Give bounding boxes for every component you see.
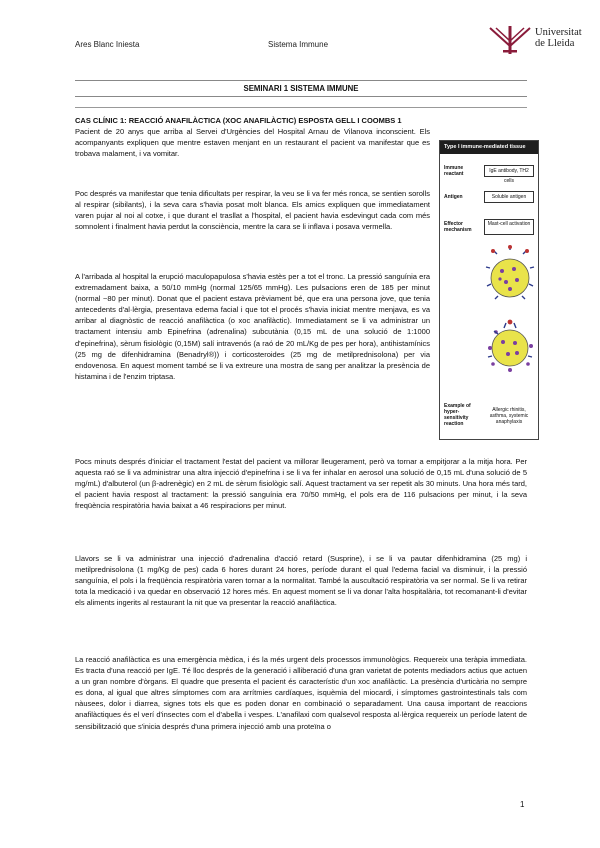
figure-heading: Type I immune-mediated tissue damage bbox=[440, 141, 538, 154]
paragraph-3: A l'arribada al hospital la erupció maculopapulosa s'havia estès per a tot el tronc. La pressió sanguínia era extremadament baixa, a 50/10 mmHg (normal 125/65 mmHg). Les pulsacions eren de 185 per minut (normal ~80 per minut). Donat que el pacient estava prèviament bé, que era una persona jove, que tenia antecedents d'al·lèrgia, presentava edema facial i que tot el procés s'havia iniciat mentre menjava, es va arribar al diagnòstic de reacció anafilàctica (o xoc anafilàctic). Immediatament se li va administrar un tractament intensiu amb Epinefrina (adrenalina) subcutània (0,15 mL de una solució de 1:1000 d'epinefrina), sèrum fisiològic (0,15M) salí intravenós (a raó de 20 mL/Kg de pes per hora), antihistamínics (25 mg de difenhidramina (Benadryl®)) i corticosteroides (25 mg de metilprednisolona) per via endovenosa. En aquest moment també se li va extreure una mostra de sang per analitzar la presència de histamina i de l'enzim triptasa. bbox=[75, 272, 430, 381]
figure-cell: IgE antibody, TH2 cells bbox=[484, 165, 534, 177]
figure-label: Immune reactant bbox=[444, 165, 464, 177]
university-line-2: de Lleida bbox=[535, 38, 575, 49]
page-number: 1 bbox=[520, 800, 525, 809]
case-title: CAS CLÍNIC 1: REACCIÓ ANAFILÀCTICA (XOC ANAFILÀCTIC) ESPOSTA GELL I COOMBS 1 bbox=[75, 116, 402, 125]
paragraph-4: Pocs minuts després d'iniciar el tractament l'estat del pacient va millorar lleugerament, però va tornar a empitjorar a la mitja hora. Per aquesta raó se li va administrar una altra injecció d'epinefrina i se li va fer inhalar en aerosol una solució de 0,15 mL d'una solució de 5 mg/mL) d'albuterol (un β-adrenègic) en 2 mL de sèrum fisiològic salí. Aquest tractament va ser repetit als 30 minuts. Una hora més tard, el pacient havia respost al tractament: la pressió sanguínia era 70/50 mmHg, el pols era de 116 pulsacions per minut, i la seva freqüència respiratòria havia baixat a 46 respiracions per minut. bbox=[75, 457, 527, 511]
mast-cell-icon bbox=[486, 245, 534, 299]
immune-damage-figure bbox=[439, 140, 539, 440]
university-line-1: Universitat bbox=[535, 27, 582, 38]
mast-cell-activation-illustration bbox=[484, 244, 536, 388]
figure-label: Example of hyper-sensitivity reaction bbox=[444, 403, 471, 427]
paragraph-1-block bbox=[75, 115, 430, 159]
university-name bbox=[535, 27, 582, 49]
degranulating-mast-cell-icon bbox=[488, 320, 533, 372]
title-divider bbox=[75, 107, 527, 108]
university-emblem-icon bbox=[488, 24, 532, 56]
figure-label: Effector mechanism bbox=[444, 221, 472, 233]
paragraph-2: Poc després va manifestar que tenia dificultats per respirar, la veu se li va fer més ronca, se sentien sorolls al respirar (sibilants), i la seva cara s'havia posat molt blanca. Els amics expliquen que immediatament varen pujar al noi al cotxe, i que durant el trasllat a l'hospital, el pacient havia esdevingut cada com més somnolent i finalment havia perdut la consciència, mentre la cara se li inflava i posava vermella. bbox=[75, 189, 430, 232]
author-name: Ares Blanc Iniesta bbox=[75, 40, 140, 49]
figure-label: Antigen bbox=[444, 194, 463, 200]
document-title: SEMINARI 1 SISTEMA IMMUNE bbox=[75, 80, 527, 97]
figure-cell: Allergic rhinitis, asthma, systemic anaphylaxis bbox=[484, 405, 534, 429]
header-subject: Sistema Immune bbox=[268, 40, 329, 49]
figure-cell: Mast-cell activation bbox=[484, 219, 534, 235]
paragraph-6: La reacció anafilàctica es una emergència mèdica, i és la més urgent dels processos immunològics. Requereix una teràpia immediata. Es tracta d'una reacció per IgE. Té lloc després de la generació i alliberació d'una gran varietat de potents mediadors actius que actuen a un gran nombre d'òrgans. El quadre que presenta el pacient és característic d'un xoc anafilàctic. La presència d'urticària no sempre es dona, al igual que altres símptomes com ara arrítmies cardíaques, isquèmia del miocardi, i símptomes gastrointestinals tals com nàusees, dolor i diarrea, signes tots els que es poden donar en combinació o separadament. Una causa important de reaccions anafilàctiques és el verí d'insectes com el d'abella i vespes. L'anafilaxi com qualsevol resposta al·lèrgica requereix un període latent de sensibilització que s'inicia després d'una primera injecció amb una proteïna o bbox=[75, 655, 527, 731]
paragraph-1: Pacient de 20 anys que arriba al Servei d'Urgències del Hospital Arnau de Vilanova inconscient. Els acompanyants expliquen que mentre estaven menjant en un restaurant el pacient va manifestar que es trobava malament, i va vomitar. bbox=[75, 127, 430, 159]
figure-cell: Soluble antigen bbox=[484, 191, 534, 203]
paragraph-5: Llavors se li va administrar una injecció d'adrenalina d'acció retard (Susprine), i se li va pautar difenhidramina (25 mg) i metilprednisolona (1 mg/Kg de pes) cada 6 hores durant 24 hores, període durant el qual l'edema facial va disminuir, i la pressió sanguínia, el pols i la freqüència respiratòria varen tornar a la normalitat. També la auscultació respiratòria va ser normal. Se li va retirar tota la medicació i va quedar en observació 12 hores més. En aquest moment se li va donar l'alta hospitalària, tot recomanant-li d'evitar els aliments ingerits al restaurant la nit que va presentar la reacció anafilàctica. bbox=[75, 554, 527, 608]
